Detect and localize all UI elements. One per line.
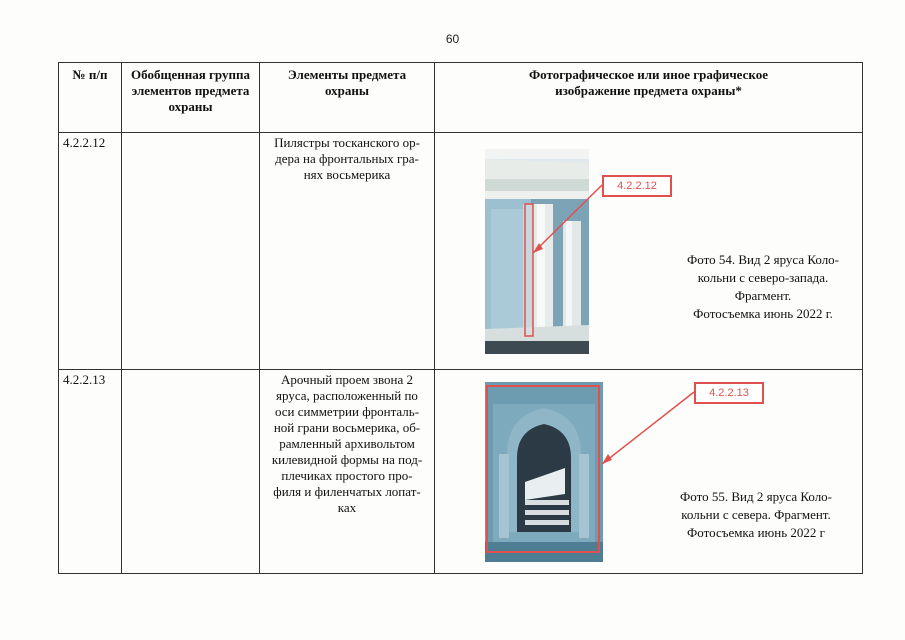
caption-line: Фотосъемка июнь 2022 г.: [693, 306, 833, 321]
caption-line: кольни с северо-запада.: [697, 270, 829, 285]
row-number: 4.2.2.13: [59, 370, 122, 574]
element-line: филя и филенчатых лопат-: [273, 484, 421, 499]
caption-line: Фотосъемка июнь 2022 г: [687, 525, 825, 540]
header-group: Обобщенная группа элементов предмета охраны: [122, 63, 260, 133]
row-elements: [260, 370, 435, 574]
caption-line: Фото 55. Вид 2 яруса Коло-: [679, 489, 833, 504]
photo-caption: [667, 488, 845, 542]
caption-line: Фото 54. Вид 2 яруса Коло-: [686, 252, 840, 267]
caption-line: Фрагмент.: [734, 288, 792, 303]
element-line: оси симметрии фронталь-: [274, 404, 420, 419]
header-elements: Элементы предмета охраны: [260, 63, 435, 133]
row-number: 4.2.2.12: [59, 133, 122, 370]
element-line: дера на фронтальных гра-: [275, 151, 419, 166]
row-group: [122, 133, 260, 370]
element-line: нях восьмерика: [303, 167, 391, 182]
row-group: [122, 370, 260, 574]
photo-54: [485, 149, 589, 354]
callout-label: 4.2.2.12: [602, 175, 672, 197]
element-line: ках: [337, 500, 357, 515]
callout-label: 4.2.2.13: [694, 382, 764, 404]
row-elements: [260, 133, 435, 370]
photo-55: [485, 382, 603, 562]
element-line: Арочный проем звона 2: [280, 372, 413, 387]
element-line: ной грани восьмерика, об-: [273, 420, 421, 435]
element-line: килевидной формы на под-: [271, 452, 423, 467]
element-line: рамленный архивольтом: [279, 436, 415, 451]
protection-table: [58, 62, 863, 574]
table-row: [59, 133, 863, 370]
row-photo-cell: [435, 133, 863, 370]
table-row: [59, 370, 863, 574]
page-number: 60: [445, 32, 460, 46]
element-line: плечиках простого про-: [281, 468, 413, 483]
element-line: яруса, расположенный по: [276, 388, 418, 403]
header-image: Фотографическое или иное графическое изображение предмета охраны*: [435, 63, 863, 133]
element-line: Пилястры тосканского ор-: [274, 135, 420, 150]
row-photo-cell: [435, 370, 863, 574]
table-header-row: [59, 63, 863, 133]
photo-caption: [679, 251, 847, 323]
header-number: № п/п: [59, 63, 122, 133]
caption-line: кольни с севера. Фрагмент.: [681, 507, 831, 522]
